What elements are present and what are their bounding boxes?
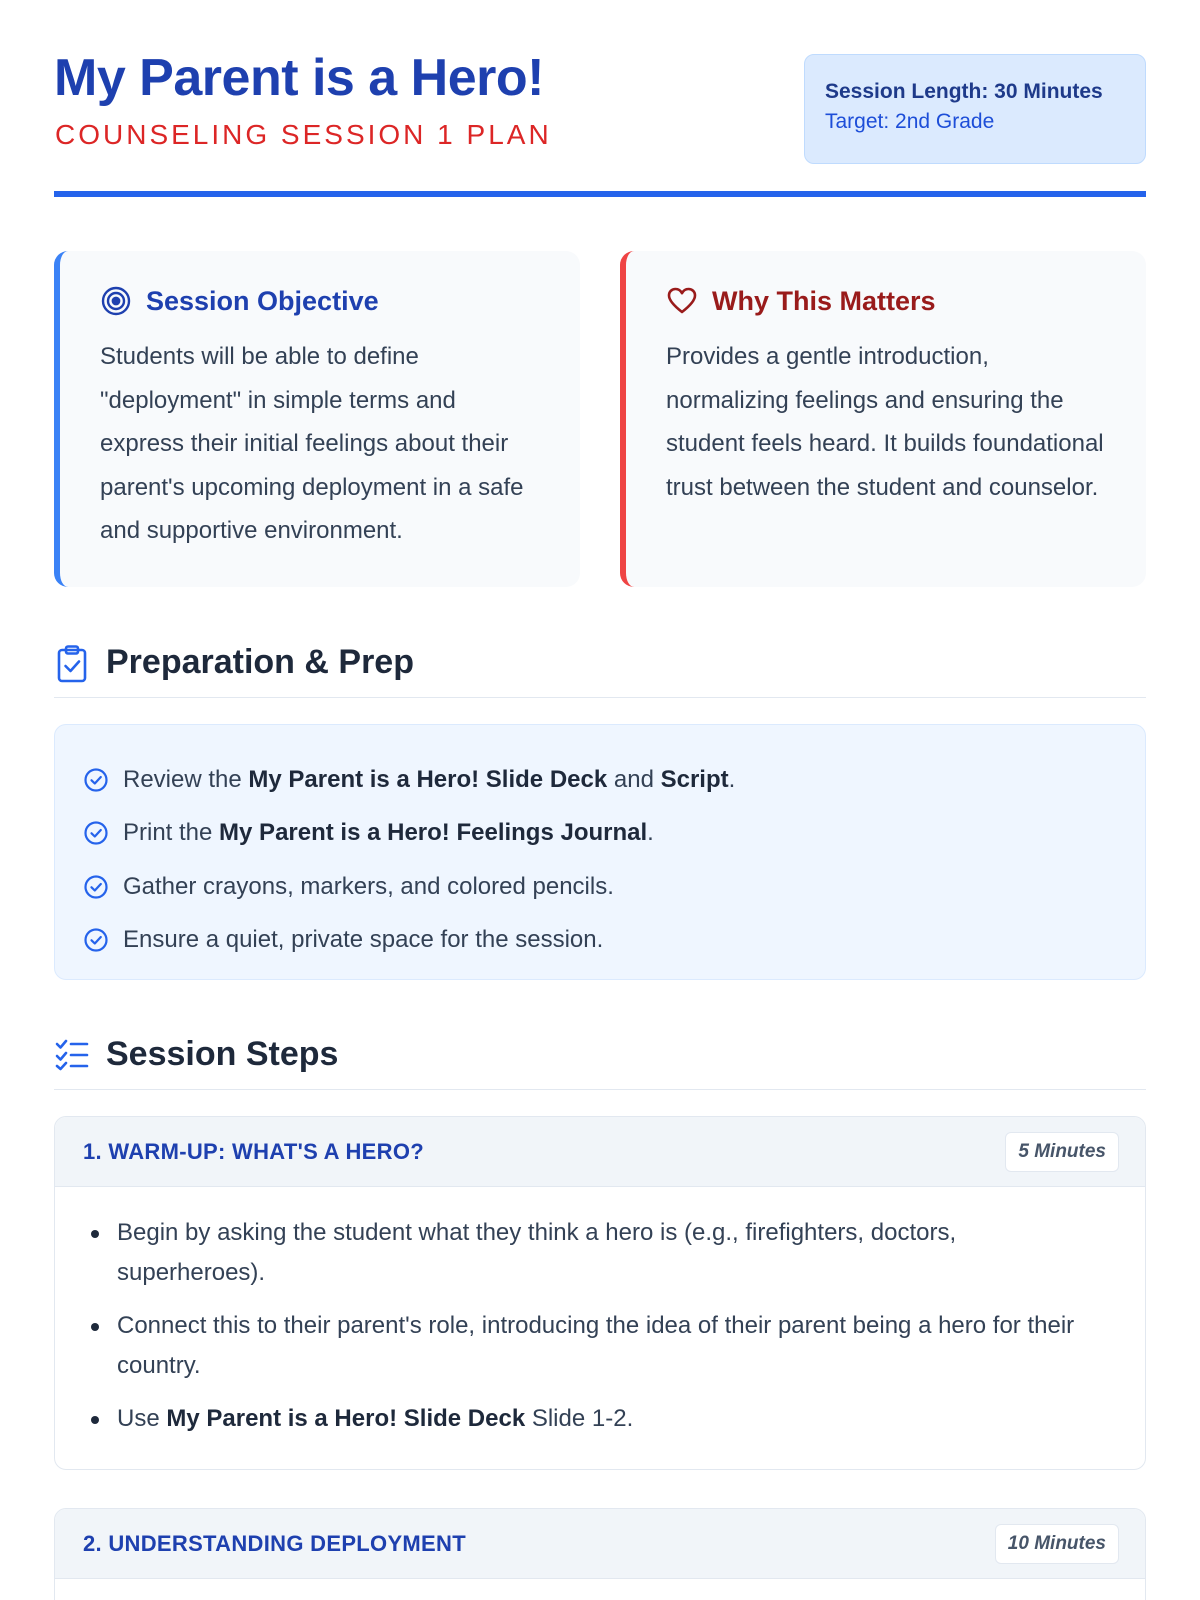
session-meta-box — [804, 54, 1146, 164]
page-subtitle: COUNSELING SESSION 1 PLAN — [55, 119, 552, 150]
header — [54, 0, 1146, 197]
list-item — [83, 753, 1117, 807]
list-item — [83, 914, 1117, 968]
check-circle-icon — [83, 874, 109, 900]
check-circle-icon — [83, 820, 109, 846]
prep-item-text: Ensure a quiet, private space for the session. — [123, 926, 604, 954]
prep-checklist — [54, 724, 1146, 980]
list-item: Begin by asking the student what they think a hero is (e.g., firefighters, doctors, superheroes). — [89, 1213, 1105, 1293]
why-card — [620, 251, 1146, 587]
session-length: Session Length: 30 Minutes — [825, 80, 1103, 103]
checklist-icon — [54, 1036, 90, 1072]
prep-item-text: Print the My Parent is a Hero! Feelings Journal. — [123, 819, 654, 847]
objective-text: Students will be able to define "deployment" in simple terms and express their initial feelings about their parent's upcoming deployment in a safe and supportive environment. — [100, 343, 524, 545]
step-card — [54, 1116, 1146, 1470]
prep-section-heading — [54, 644, 1146, 698]
why-title: Why This Matters — [712, 286, 936, 316]
list-item — [83, 860, 1117, 914]
objective-card — [54, 251, 580, 587]
page-title: My Parent is a Hero! — [54, 49, 544, 107]
step-bullets — [55, 1187, 1145, 1439]
steps-title: Session Steps — [106, 1035, 339, 1073]
list-item: Connect this to their parent's role, introducing the idea of their parent being a hero for their country. — [89, 1306, 1105, 1386]
step-title: 2. UNDERSTANDING DEPLOYMENT — [83, 1530, 466, 1556]
step-header — [55, 1509, 1145, 1579]
step-title: 1. WARM-UP: WHAT'S A HERO? — [83, 1138, 424, 1164]
prep-title: Preparation & Prep — [106, 643, 414, 681]
step-duration-badge: 5 Minutes — [1005, 1132, 1119, 1172]
objective-title: Session Objective — [146, 286, 379, 316]
list-item — [83, 807, 1117, 861]
session-target: Target: 2nd Grade — [825, 110, 995, 134]
heart-icon — [666, 285, 698, 317]
step-card — [54, 1508, 1146, 1600]
info-cards — [54, 251, 1146, 587]
list-item: Use My Parent is a Hero! Slide Deck Slide 1-2. — [89, 1399, 1105, 1439]
check-circle-icon — [83, 767, 109, 793]
prep-item-text: Gather crayons, markers, and colored pencils. — [123, 872, 614, 900]
why-text: Provides a gentle introduction, normalizing feelings and ensuring the student feels heard. It builds foundational trust between the student and counselor. — [666, 343, 1104, 501]
steps-section-heading — [54, 1036, 1146, 1090]
prep-item-text: Review the My Parent is a Hero! Slide Deck and Script. — [123, 765, 736, 793]
target-icon — [100, 285, 132, 317]
check-circle-icon — [83, 927, 109, 953]
step-duration-badge: 10 Minutes — [995, 1524, 1119, 1564]
step-header — [55, 1117, 1145, 1187]
clipboard-check-icon — [54, 644, 90, 684]
